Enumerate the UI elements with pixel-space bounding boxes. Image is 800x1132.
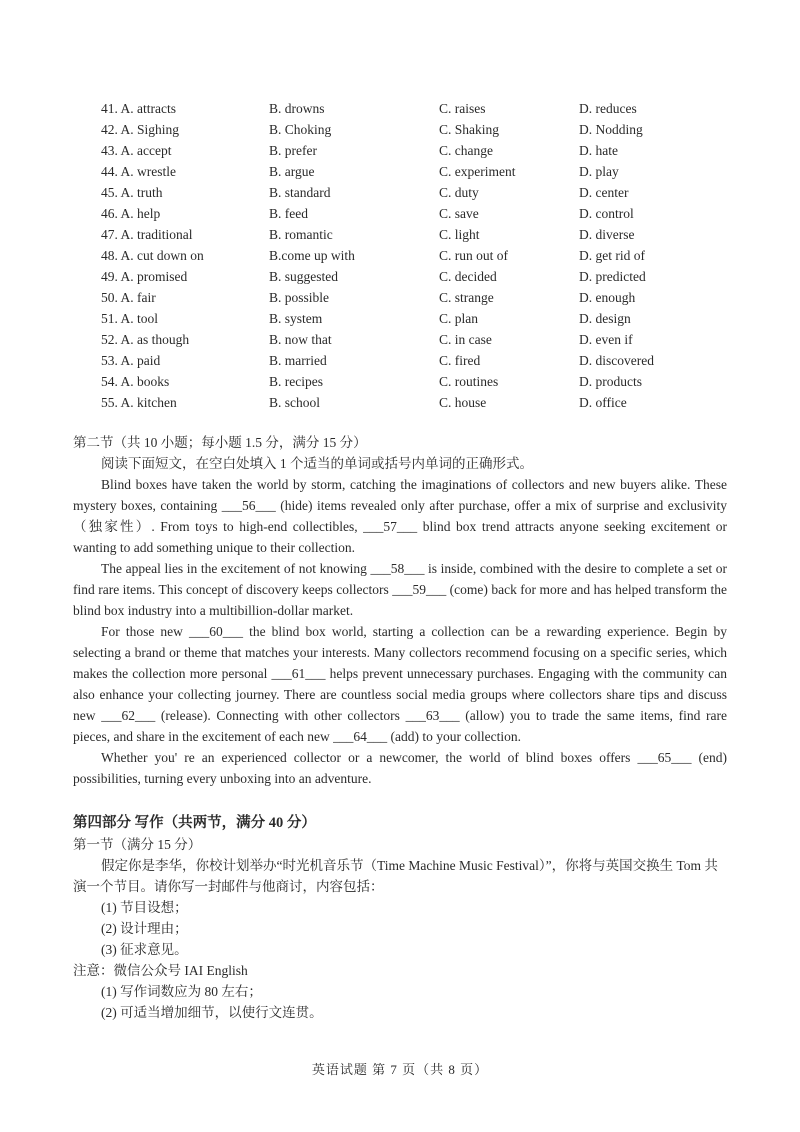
passage-text: Whether you' re an experienced collector or a newcomer, the world of blind boxes offers (101, 750, 638, 765)
option-c: C. duty (439, 185, 479, 200)
option-a: 48. A. cut down on (101, 248, 204, 263)
passage-text: is inside, combined with the desire to complete a set or find rare items. This concept of discovery keeps collectors (73, 561, 727, 597)
option-b: B.come up with (269, 248, 355, 263)
option-a: 43. A. accept (101, 143, 172, 158)
option-row (101, 182, 741, 203)
option-row (101, 329, 741, 350)
blank-64: ___64___ (333, 729, 388, 744)
option-d: D. play (579, 164, 619, 179)
option-d: D. Nodding (579, 122, 643, 137)
option-b: B. school (269, 395, 321, 410)
option-d: D. design (579, 311, 631, 326)
option-d: D. enough (579, 290, 636, 305)
passage-text: (hide) items revealed only after purchase, offer a mix of surprise and exclusivity（独家性）. From toys to high-end collectibles, (73, 498, 727, 534)
passage-text: (allow) you to trade the same items, find rare pieces, and share in the excitement of each new (73, 708, 728, 744)
option-row (101, 224, 741, 245)
option-d: D. center (579, 185, 629, 200)
option-a: 51. A. tool (101, 311, 159, 326)
blank-63: ___63___ (405, 708, 460, 723)
option-b: B. feed (269, 206, 308, 221)
option-a: 42. A. Sighing (101, 122, 180, 137)
option-b: B. argue (269, 164, 315, 179)
option-row (101, 203, 741, 224)
blank-56: ___56___ (221, 498, 276, 513)
option-b: B. possible (269, 290, 330, 305)
option-b: B. suggested (269, 269, 338, 284)
option-b: B. Choking (269, 122, 332, 137)
option-c: C. routines (439, 374, 499, 389)
option-d: D. control (579, 206, 634, 221)
option-c: C. decided (439, 269, 497, 284)
page-footer: 英语试题 第 7 页（共 8 页） (311, 1062, 489, 1077)
writing-prompt: 假定你是李华，你校计划举办“时光机音乐节（Time Machine Music Festival）”，你将与英国交换生 Tom 共演一个节目。请你写一封邮件与他商讨，内容包括： (73, 858, 718, 894)
blank-57: ___57___ (363, 519, 418, 534)
section2-title: 第二节（共 10 小题；每小题 1.5 分，满分 15 分） (73, 435, 367, 450)
option-d: D. products (579, 374, 642, 389)
passage-text: The appeal lies in the excitement of not knowing (101, 561, 371, 576)
option-c: C. raises (439, 101, 486, 116)
option-d: D. discovered (579, 353, 654, 368)
option-c: C. light (439, 227, 480, 242)
passage-paragraph-4 (73, 747, 727, 789)
option-a: 54. A. books (101, 374, 170, 389)
option-row (101, 371, 741, 392)
option-row (101, 350, 741, 371)
option-c: C. Shaking (439, 122, 500, 137)
prompt-item-1: (1) 节目设想； (101, 900, 188, 915)
option-row (101, 266, 741, 287)
part4-title: 第四部分 写作（共两节，满分 40 分） (73, 815, 316, 831)
option-row (101, 140, 741, 161)
option-row (101, 308, 741, 329)
option-b: B. recipes (269, 374, 323, 389)
passage-paragraph-1 (73, 474, 727, 558)
cloze-options-table (101, 98, 741, 413)
option-a: 52. A. as though (101, 332, 190, 347)
passage-text: blind box trend attracts anyone seeking excitement or wanting to add something unique to their collection. (73, 519, 727, 555)
option-c: C. fired (439, 353, 481, 368)
option-b: B. system (269, 311, 323, 326)
passage-text: (release). Connecting with other collectors (155, 708, 406, 723)
option-d: D. office (579, 395, 627, 410)
prompt-item-2: (2) 设计理由； (101, 921, 188, 936)
note-item-1: (1) 写作词数应为 80 左右； (101, 984, 262, 999)
option-a: 47. A. traditional (101, 227, 193, 242)
option-a: 53. A. paid (101, 353, 161, 368)
option-a: 55. A. kitchen (101, 395, 177, 410)
blank-65: ___65___ (637, 750, 692, 765)
option-d: D. hate (579, 143, 618, 158)
passage-text: (add) to your collection. (387, 729, 521, 744)
option-d: D. predicted (579, 269, 646, 284)
blank-62: ___62___ (101, 708, 156, 723)
option-row (101, 119, 741, 140)
option-row (101, 98, 741, 119)
passage-text: Blind boxes have taken the world by storm, catching the imaginations of collectors and new buyers alike. These mystery boxes, containing (73, 477, 727, 513)
option-c: C. plan (439, 311, 478, 326)
option-row (101, 287, 741, 308)
option-c: C. in case (439, 332, 492, 347)
passage-paragraph-3 (73, 621, 727, 747)
option-a: 41. A. attracts (101, 101, 176, 116)
passage-text: (come) back for more and has helped transform the blind box industry into a multibillion-dollar market. (73, 582, 727, 618)
option-d: D. diverse (579, 227, 635, 242)
passage-text: (end) possibilities, turning every unboxing into an adventure. (73, 750, 728, 786)
option-b: B. standard (269, 185, 331, 200)
option-row (101, 245, 741, 266)
option-c: C. change (439, 143, 493, 158)
passage-paragraph-2 (73, 558, 727, 621)
option-a: 49. A. promised (101, 269, 188, 284)
option-a: 46. A. help (101, 206, 161, 221)
section2-instruction: 阅读下面短文，在空白处填入 1 个适当的单词或括号内单词的正确形式。 (101, 456, 533, 471)
passage-text: helps prevent unnecessary purchases. Engaging with the community can also enhance your collecting journey. There are countless social media groups where collectors share tips and discuss new (73, 666, 728, 723)
option-row (101, 161, 741, 182)
blank-58: ___58___ (370, 561, 425, 576)
option-b: B. romantic (269, 227, 333, 242)
option-a: 45. A. truth (101, 185, 163, 200)
blank-59: ___59___ (392, 582, 447, 597)
prompt-item-3: (3) 征求意见。 (101, 942, 188, 957)
option-b: B. prefer (269, 143, 317, 158)
option-a: 44. A. wrestle (101, 164, 176, 179)
option-b: B. married (269, 353, 327, 368)
note-label: 注意：微信公众号 IAI English (73, 963, 248, 978)
option-c: C. save (439, 206, 479, 221)
option-row (101, 392, 741, 413)
blank-60: ___60___ (189, 624, 243, 639)
option-c: C. experiment (439, 164, 516, 179)
part4-section1-title: 第一节（满分 15 分） (73, 837, 202, 852)
option-c: C. run out of (439, 248, 508, 263)
option-d: D. reduces (579, 101, 637, 116)
option-d: D. get rid of (579, 248, 645, 263)
note-item-2: (2) 可适当增加细节，以使行文连贯。 (101, 1005, 323, 1020)
option-c: C. strange (439, 290, 494, 305)
passage-text: the blind box world, starting a collection can be a rewarding experience. Begin by selecting a brand or theme that matches your interests. Many collectors recommend focusing on a specific series, which makes the collection more personal (73, 624, 727, 681)
blank-61: ___61___ (271, 666, 326, 681)
option-b: B. drowns (269, 101, 325, 116)
passage-text: For those new (101, 624, 189, 639)
option-b: B. now that (269, 332, 332, 347)
option-a: 50. A. fair (101, 290, 156, 305)
option-c: C. house (439, 395, 487, 410)
option-d: D. even if (579, 332, 633, 347)
